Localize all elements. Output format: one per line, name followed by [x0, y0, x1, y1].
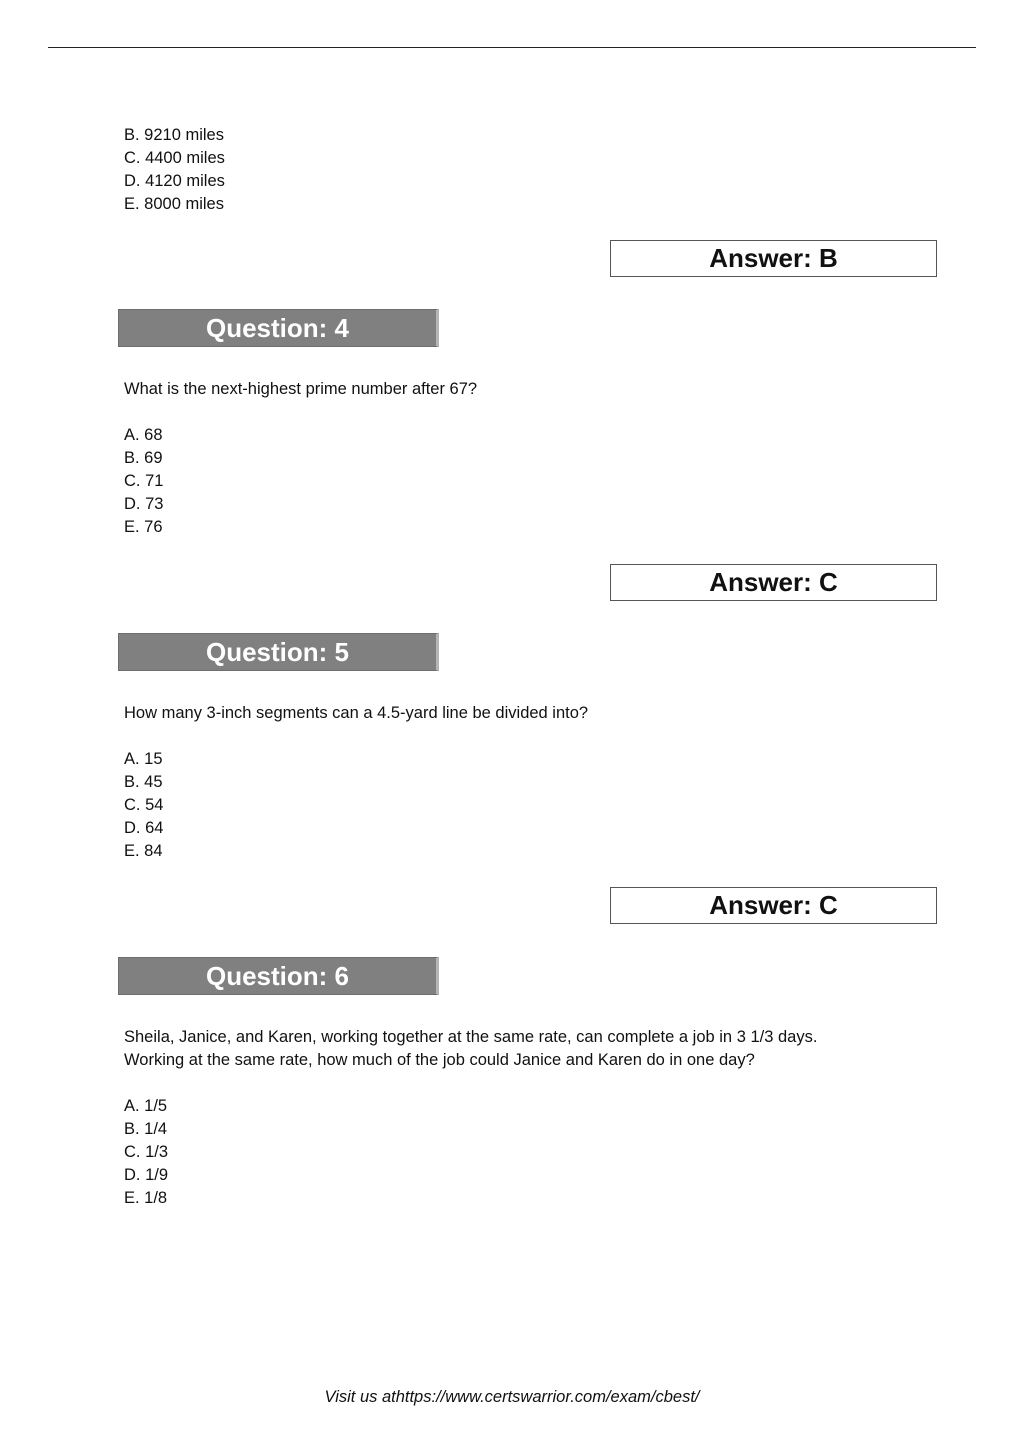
- option-a: A. 68: [124, 426, 163, 444]
- option-a: A. 1/5: [124, 1097, 168, 1115]
- option-b: B. 69: [124, 449, 163, 468]
- question-4-header: Question: 4: [118, 309, 439, 347]
- question-6-header: Question: 6: [118, 957, 439, 995]
- footer-link-text: Visit us athttps://www.certswarrior.com/exam/cbest/: [324, 1388, 700, 1406]
- option-e: E. 84: [124, 842, 163, 861]
- option-d: D. 1/9: [124, 1166, 169, 1185]
- question-5-text: How many 3-inch segments can a 4.5-yard line be divided into?: [124, 704, 589, 722]
- question-4-answer: Answer: C: [610, 564, 937, 601]
- option-a: A. 15: [124, 750, 163, 768]
- option-e: E. 8000 miles: [124, 195, 224, 214]
- option-e: E. 1/8: [124, 1189, 168, 1208]
- question-5-answer: Answer: C: [610, 887, 937, 924]
- question-5-options: [124, 748, 163, 863]
- option-c: C. 54: [124, 796, 164, 815]
- option-b: B. 45: [124, 773, 163, 792]
- question-3-options: [124, 124, 225, 216]
- question-5-header: Question: 5: [118, 633, 439, 671]
- option-c: C. 4400 miles: [124, 149, 225, 168]
- option-e: E. 76: [124, 518, 163, 537]
- question-4-options: [124, 424, 163, 539]
- question-6-text-line-1: Sheila, Janice, and Karen, working together at the same rate, can complete a job in 3 1/3 days.: [124, 1028, 818, 1046]
- top-rule: [48, 47, 976, 48]
- question-3-answer: Answer: B: [610, 240, 937, 277]
- option-b: B. 9210 miles: [124, 126, 224, 144]
- option-b: B. 1/4: [124, 1120, 168, 1139]
- question-6-text-line-2: Working at the same rate, how much of the job could Janice and Karen do in one day?: [124, 1051, 755, 1069]
- question-4-text: What is the next-highest prime number after 67?: [124, 380, 478, 398]
- question-6-options: [124, 1095, 168, 1210]
- option-d: D. 64: [124, 819, 164, 838]
- option-d: D. 73: [124, 495, 164, 514]
- option-c: C. 1/3: [124, 1143, 169, 1162]
- option-d: D. 4120 miles: [124, 172, 225, 191]
- option-c: C. 71: [124, 472, 164, 491]
